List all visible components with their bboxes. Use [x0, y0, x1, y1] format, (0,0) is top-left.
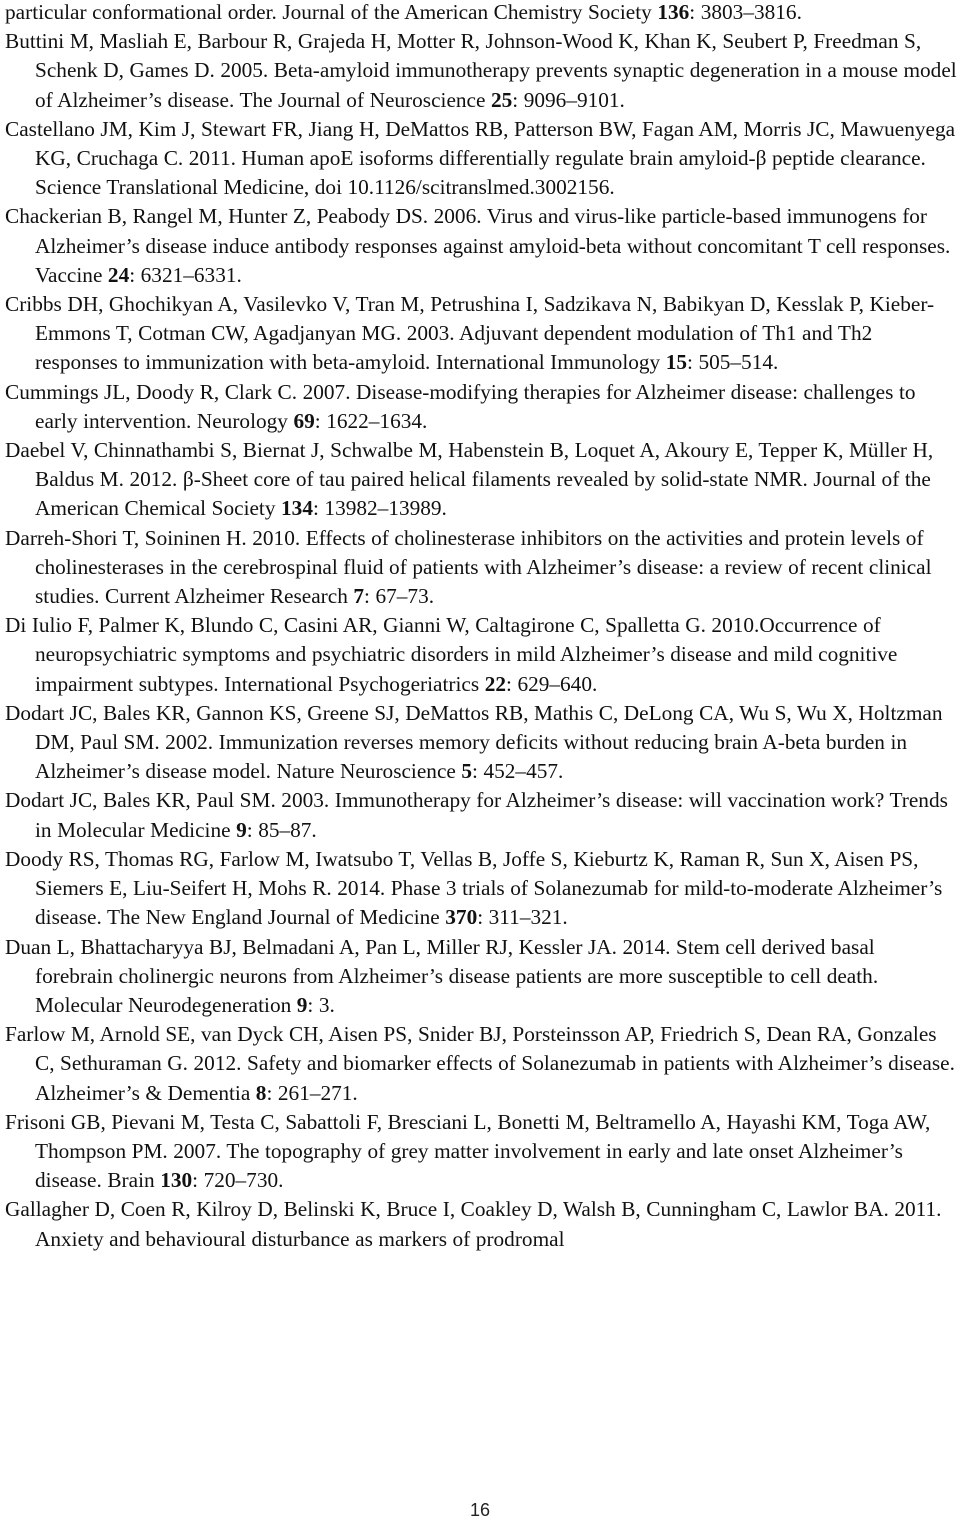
reference-pages: : 720–730. — [192, 1168, 284, 1193]
reference-pages: : 261–271. — [266, 1080, 358, 1105]
reference-volume: 22 — [484, 671, 506, 696]
reference-text: Daebel V, Chinnathambi S, Biernat J, Schwalbe M, Habenstein B, Loquet A, Akoury E, Tepper K, Müller H, Baldus M. 2012. β-Sheet core of tau paired helical filaments revealed by solid-state NMR. Journal of the American Chemical Society — [5, 438, 934, 521]
reference-text: Gallagher D, Coen R, Kilroy D, Belinski K, Bruce I, Coakley D, Walsh B, Cunningham C, Lawlor BA. 2011. Anxiety and behavioural disturbance as markers of prodromal — [5, 1197, 942, 1251]
reference-volume: 370 — [445, 905, 478, 930]
reference-list — [5, 0, 957, 1254]
reference-volume: 24 — [107, 262, 130, 287]
reference-entry — [5, 933, 957, 1021]
reference-pages: : 1622–1634. — [314, 408, 428, 433]
reference-entry — [5, 524, 957, 612]
reference-pages: : 9096–9101. — [512, 87, 625, 112]
reference-entry — [5, 845, 957, 933]
reference-volume: 15 — [665, 350, 688, 375]
reference-text: Cummings JL, Doody R, Clark C. 2007. Disease-modifying therapies for Alzheimer disease: challenges to early intervention. Neurology — [5, 379, 916, 433]
reference-entry — [5, 0, 957, 27]
reference-entry — [5, 436, 957, 524]
reference-volume: 136 — [657, 0, 690, 24]
reference-volume: 9 — [296, 992, 308, 1017]
reference-entry — [5, 699, 957, 787]
reference-volume: 8 — [255, 1080, 267, 1105]
reference-text: Duan L, Bhattacharyya BJ, Belmadani A, Pan L, Miller RJ, Kessler JA. 2014. Stem cell derived basal forebrain cholinergic neurons from Alzheimer’s disease patients are more susceptible to cell death. Molecular Neurodegeneration — [5, 934, 879, 1017]
reference-entry — [5, 202, 957, 290]
reference-entry — [5, 115, 957, 203]
reference-text: Castellano JM, Kim J, Stewart FR, Jiang H, DeMattos RB, Patterson BW, Fagan AM, Morris JC, Mawuenyega KG, Cruchaga C. 2011. Human apoE isoforms differentially regulate brain amyloid-β peptide clearance. Science Translational Medicine, doi 10.1126/scitranslmed.3002156. — [5, 116, 956, 200]
reference-entry — [5, 27, 957, 115]
reference-text: Di Iulio F, Palmer K, Blundo C, Casini AR, Gianni W, Caltagirone C, Spalletta G. 2010.Occurrence of neuropsychiatric symptoms and psychiatric disorders in mild Alzheimer’s disease and mild cognitive impairment subtypes. International Psychogeriatrics — [5, 613, 898, 696]
reference-text: Darreh-Shori T, Soininen H. 2010. Effects of cholinesterase inhibitors on the activities and protein levels of cholinesterases in the cerebrospinal fluid of patients with Alzheimer’s disease: a review of recent clinical studies. Current Alzheimer Research — [5, 525, 932, 609]
reference-text: Cribbs DH, Ghochikyan A, Vasilevko V, Tran M, Petrushina I, Sadzikava N, Babikyan D, Kesslak P, Kieber-Emmons T, Cotman CW, Agadjanyan MG. 2003. Adjuvant dependent modulation of Th1 and Th2 responses to immunization with beta-amyloid. International Immunology — [5, 292, 935, 375]
reference-text: Doody RS, Thomas RG, Farlow M, Iwatsubo T, Vellas B, Joffe S, Kieburtz K, Raman R, Sun X, Aisen PS, Siemers E, Liu-Seifert H, Mohs R. 2014. Phase 3 trials of Solanezumab for mild-to-moderate Alzheimer’s disease. The New England Journal of Medicine — [5, 846, 943, 930]
reference-text: Frisoni GB, Pievani M, Testa C, Sabattoli F, Bresciani L, Bonetti M, Beltramello A, Hayashi KM, Toga AW, Thompson PM. 2007. The topography of grey matter involvement in early and late onset Alzheimer’s disease. Brain — [5, 1109, 931, 1193]
reference-entry — [5, 290, 957, 378]
reference-entry — [5, 611, 957, 699]
reference-pages: : 629–640. — [506, 671, 598, 696]
reference-entry — [5, 1020, 957, 1108]
reference-pages: : 452–457. — [472, 759, 564, 784]
reference-pages: : 13982–13989. — [312, 496, 447, 521]
reference-pages: : 3. — [307, 992, 335, 1017]
reference-text: particular conformational order. Journal of the American Chemistry Society — [5, 0, 658, 24]
reference-text: Dodart JC, Bales KR, Paul SM. 2003. Immunotherapy for Alzheimer’s disease: will vaccination work? Trends in Molecular Medicine — [5, 788, 948, 842]
reference-pages: : 67–73. — [364, 584, 435, 609]
reference-pages: : 6321–6331. — [129, 262, 242, 287]
reference-entry — [5, 378, 957, 436]
reference-entry — [5, 786, 957, 844]
reference-entry — [5, 1108, 957, 1196]
reference-volume: 9 — [236, 817, 247, 842]
page-number: 16 — [469, 1500, 491, 1520]
reference-text: Buttini M, Masliah E, Barbour R, Grajeda H, Motter R, Johnson-Wood K, Khan K, Seubert P, Freedman S, Schenk D, Games D. 2005. Beta-amyloid immunotherapy prevents synaptic degeneration in a mouse model of Alzheimer’s disease. The Journal of Neuroscience — [5, 29, 957, 112]
reference-text: Dodart JC, Bales KR, Gannon KS, Greene SJ, DeMattos RB, Mathis C, DeLong CA, Wu S, Wu X, Holtzman DM, Paul SM. 2002. Immunization reverses memory deficits without reducing brain A-beta burden in Alzheimer’s disease model. Nature Neuroscience — [5, 700, 943, 784]
reference-pages: : 311–321. — [477, 905, 568, 930]
reference-volume: 69 — [293, 408, 315, 433]
reference-volume: 130 — [160, 1168, 193, 1193]
reference-volume: 5 — [461, 759, 473, 784]
reference-entry — [5, 1195, 957, 1253]
reference-text: Chackerian B, Rangel M, Hunter Z, Peabody DS. 2006. Virus and virus-like particle-based immunogens for Alzheimer’s disease induce antibody responses against amyloid-beta without concomitant T cell responses. Vaccine — [5, 204, 951, 287]
reference-pages: : 85–87. — [246, 817, 317, 842]
reference-volume: 134 — [281, 496, 313, 521]
reference-pages: : 505–514. — [687, 350, 779, 375]
reference-volume: 7 — [353, 584, 365, 609]
reference-volume: 25 — [490, 87, 513, 112]
reference-pages: : 3803–3816. — [689, 0, 802, 24]
reference-text: Farlow M, Arnold SE, van Dyck CH, Aisen PS, Snider BJ, Porsteinsson AP, Friedrich S, Dean RA, Gonzales C, Sethuraman G. 2012. Safety and biomarker effects of Solanezumab in patients with Alzheimer’s disease. Alzheimer’s & Dementia — [5, 1022, 955, 1105]
